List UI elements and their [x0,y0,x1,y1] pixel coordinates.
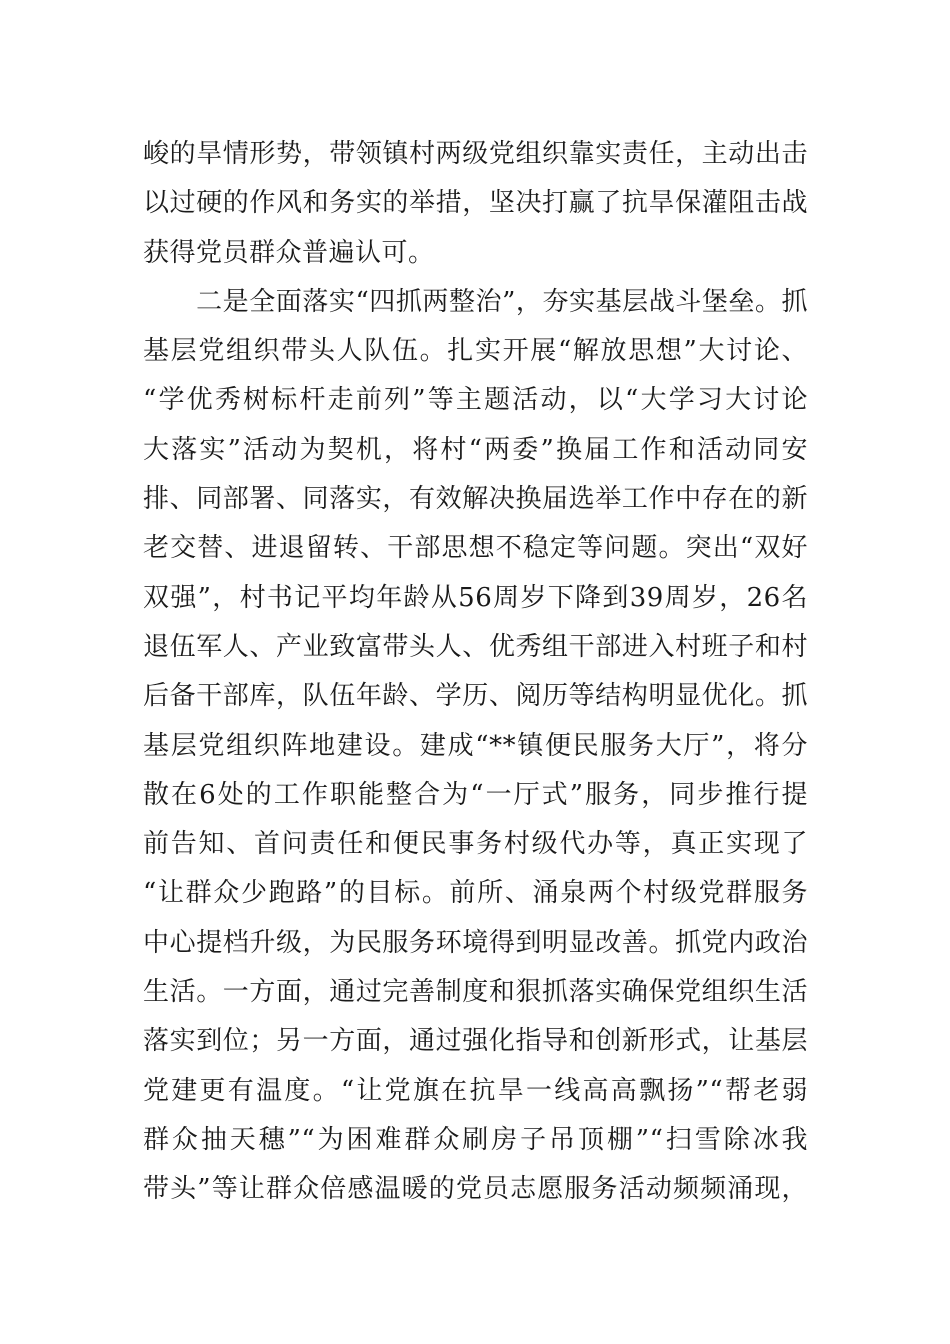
text-line: 党建更有温度。“让党旗在抗旱一线高高飘扬”“帮老弱 [143,1075,808,1106]
text-line: 生活。一方面，通过完善制度和狠抓落实确保党组织生活 [143,977,808,1008]
text-line: 获得党员群众普遍认可。 [143,237,435,268]
text-line: “学优秀树标杆走前列”等主题活动，以“大学习大讨论 [143,385,808,416]
text-line: 退伍军人、产业致富带头人、优秀组干部进入村班子和村 [143,631,808,662]
text-line: “让群众少跑路”的目标。前所、涌泉两个村级党群服务 [143,878,808,909]
text-line: 带头”等让群众倍感温暖的党员志愿服务活动频频涌现， [143,1174,808,1205]
body-text [143,130,808,1215]
text-line: 峻的旱情形势，带领镇村两级党组织靠实责任，主动出击 [143,139,808,169]
text-line: 后备干部库，队伍年龄、学历、阅历等结构明显优化。抓 [143,681,808,712]
text-line: 排、同部署、同落实，有效解决换届选举工作中存在的新 [143,484,808,515]
text-line: 老交替、进退留转、干部思想不稳定等问题。突出“双好 [143,533,808,564]
text-line: 落实到位；另一方面，通过强化指导和创新形式，让基层 [143,1026,808,1057]
text-line: 基层党组织阵地建设。建成“**镇便民服务大厅”，将分 [143,730,808,761]
text-line: 大落实”活动为契机，将村“两委”换届工作和活动同安 [143,434,808,465]
text-line: 中心提档升级，为民服务环境得到明显改善。抓党内政治 [143,927,808,958]
text-line: 群众抽天穗”“为困难群众刷房子吊顶棚”“扫雪除冰我 [143,1124,808,1155]
paragraph-start-line: 二是全面落实“四抓两整治”，夯实基层战斗堡垒。抓 [143,286,808,317]
text-line: 散在6处的工作职能整合为“一厅式”服务，同步推行提 [143,779,808,810]
text-line: 双强”，村书记平均年龄从56周岁下降到39周岁，26名 [143,582,808,613]
text-line: 基层党组织带头人队伍。扎实开展“解放思想”大讨论、 [143,336,808,367]
text-line: 前告知、首问责任和便民事务村级代办等，真正实现了 [143,829,808,860]
text-line: 以过硬的作风和务实的举措，坚决打赢了抗旱保灌阻击战 [143,188,808,219]
